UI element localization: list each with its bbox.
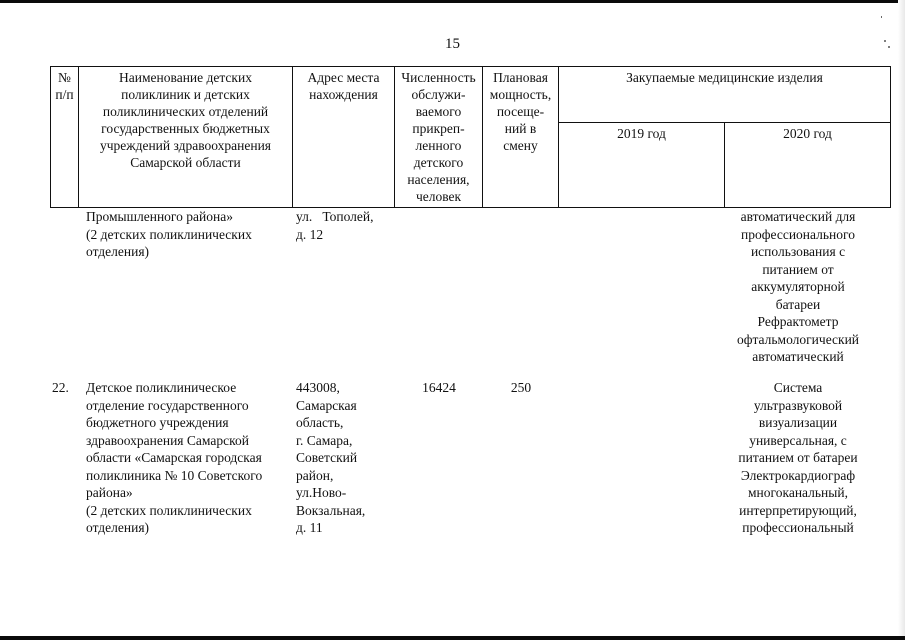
header-number: № п/п (51, 67, 79, 208)
header-capacity: Плановая мощность, посеще- ний в смену (483, 67, 559, 208)
table-header (50, 66, 891, 208)
row-population: 16424 (422, 380, 456, 395)
header-year-2019: 2019 год (559, 123, 725, 208)
header-purchased-devices: Закупаемые медицинские изделия (559, 67, 891, 123)
row-number: 22. (52, 380, 69, 395)
row-name: Детское поликлиническое отделение государственного бюджетного учреждения здравоохранения Самарской области «Самарская городская поликлиника № 10 Советского района» (2 детских поликлинических отделения) (86, 380, 263, 535)
header-address: Адрес места нахождения (293, 67, 395, 208)
row-address: 443008, Самарская область, г. Самара, Советский район, ул.Ново- Вокзальная, д. 11 (296, 380, 366, 535)
header-name: Наименование детских поликлиник и детских поликлинических отделений государственных бюджетных учреждений здравоохранения Самарской области (79, 67, 293, 208)
scan-edge-top (0, 0, 905, 3)
scan-edge-right (898, 0, 905, 640)
scan-edge-bottom (0, 636, 905, 640)
header-year-2020: 2020 год (725, 123, 891, 208)
row-2020-devices: Система ультразвуковой визуализации универсальная, с питанием от батареи Электрокардиограф многоканальный, интерпретирующий, профессиональный (738, 380, 858, 535)
header-population: Численность обслужи- ваемого прикреп- ленного детского населения, человек (395, 67, 483, 208)
page-number: 15 (445, 36, 460, 52)
row-2020-devices: автоматический для профессионального использования с питанием от аккумуляторной батареи Рефрактометр офтальмологический автоматический (736, 209, 860, 364)
row-capacity: 250 (510, 380, 532, 395)
row-name: Промышленного района» (2 детских поликлинических отделения) (86, 209, 252, 259)
row-address: ул. Тополей, д. 12 (296, 209, 374, 242)
scan-speck (881, 16, 882, 18)
